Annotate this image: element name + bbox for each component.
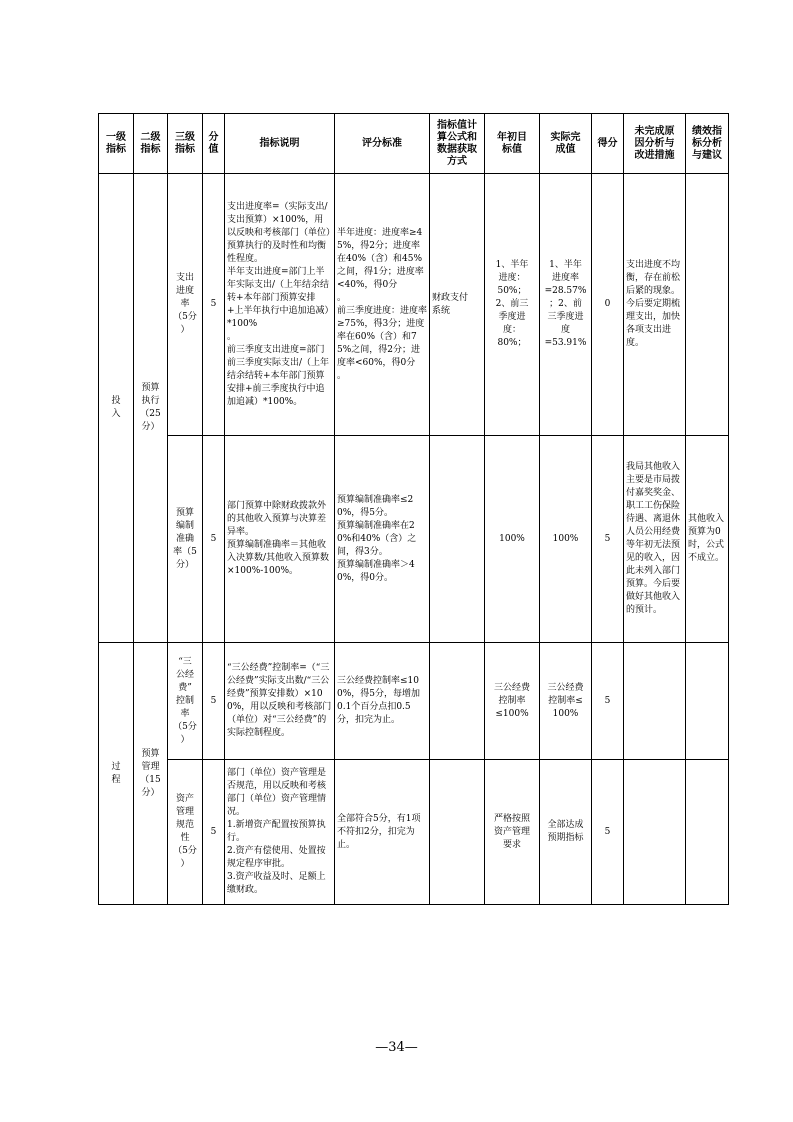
level3-cell: “三 公经 费” 控制 率 （5分 ）	[168, 643, 203, 760]
header-description: 指标说明	[225, 114, 335, 174]
table-row	[99, 643, 729, 760]
criteria-cell: 三公经费控制率≤100%，得5分，每增加0.1个百分点扣0.5分，扣完为止。	[335, 643, 430, 760]
reason-cell: 支出进度不均衡，存在前松后紧的现象。今后要定期梳理支出，加快各项支出进度。	[624, 174, 686, 436]
header-level3: 三级 指标	[168, 114, 203, 174]
header-target: 年初目 标值	[485, 114, 540, 174]
level1-process: 过 程	[99, 643, 134, 905]
score-cell: 5	[592, 436, 624, 643]
target-cell: 严格按照 资产管理 要求	[485, 760, 540, 905]
header-score-value: 分 值	[203, 114, 225, 174]
description-cell: 部门（单位）资产管理是否规范，用以反映和考核部门（单位）资产管理情况。 1.新增资产配置按预算执行。 2.资产有偿使用、处置按规定程序审批。 3.资产收益及时、足额上缴财政。	[225, 760, 335, 905]
header-level2: 二级 指标	[134, 114, 168, 174]
header-formula: 指标值计 算公式和 数据获取 方式	[430, 114, 485, 174]
suggestion-cell	[686, 174, 729, 436]
performance-indicator-table	[98, 113, 729, 905]
header-suggestion: 绩效指 标分析 与建议	[686, 114, 729, 174]
header-reason: 未完成原 因分析与 改进措施	[624, 114, 686, 174]
level3-cell: 支出 进度 率 （5分 ）	[168, 174, 203, 436]
level3-cell: 预算 编制 准确 率（5 分）	[168, 436, 203, 643]
formula-cell: 财政支付 系统	[430, 174, 485, 436]
target-cell: 1、半年 进度： 50%； 2、前三 季度进 度： 80%；	[485, 174, 540, 436]
suggestion-cell: 其他收入预算为0时，公式不成立。	[686, 436, 729, 643]
description-cell: 部门预算中除财政拨款外的其他收入预算与决算差异率。 预算编制准确率＝其他收入决算数/其他收入预算数×100%-100%。	[225, 436, 335, 643]
actual-cell: 全部达成 预期指标	[540, 760, 592, 905]
criteria-cell: 半年进度：进度率≥45%，得2分；进度率在40%（含）和45%之间，得1分；进度率<40%，得0分 。 前三季度进度：进度率≥75%，得3分；进度率在60%（含）和75%之间，得2分；进度率<60%，得0分 。	[335, 174, 430, 436]
actual-cell: 1、半年 进度率 =28.57% ；2、前 三季度进 度 =53.91%	[540, 174, 592, 436]
level2-budget-exec: 预算 执行 （25 分）	[134, 174, 168, 643]
reason-cell	[624, 760, 686, 905]
table-row	[99, 174, 729, 436]
formula-cell	[430, 643, 485, 760]
suggestion-cell	[686, 643, 729, 760]
level3-cell: 资产 管理 规范 性 （5分 ）	[168, 760, 203, 905]
criteria-cell: 全部符合5分，有1项不符扣2分，扣完为止。	[335, 760, 430, 905]
level1-input: 投 入	[99, 174, 134, 643]
score-cell: 5	[592, 643, 624, 760]
score-value-cell: 5	[203, 174, 225, 436]
level2-budget-mgmt: 预算 管理 （15 分）	[134, 643, 168, 905]
score-cell: 0	[592, 174, 624, 436]
table-row	[99, 436, 729, 643]
score-cell: 5	[592, 760, 624, 905]
target-cell: 100%	[485, 436, 540, 643]
formula-cell	[430, 436, 485, 643]
header-row	[99, 114, 729, 174]
table-row	[99, 760, 729, 905]
reason-cell: 我局其他收入主要是市局拨付嘉奖奖金、职工工伤保险待遇、离退休人员公用经费等年初无法预见的收入，因此未列入部门预算。今后要做好其他收入的预计。	[624, 436, 686, 643]
description-cell: “三公经费”控制率=（“三公经费”实际支出数/“三公经费”预算安排数）×100%，用以反映和考核部门（单位）对“三公经费”的实际控制程度。	[225, 643, 335, 760]
criteria-cell: 预算编制准确率≤20%，得5分。 预算编制准确率在20%和40%（含）之间，得3分。 预算编制准确率＞40%，得0分。	[335, 436, 430, 643]
suggestion-cell	[686, 760, 729, 905]
header-criteria: 评分标准	[335, 114, 430, 174]
page-number: —34—	[375, 1040, 418, 1055]
formula-cell	[430, 760, 485, 905]
score-value-cell: 5	[203, 760, 225, 905]
reason-cell	[624, 643, 686, 760]
header-actual: 实际完 成值	[540, 114, 592, 174]
description-cell: 支出进度率=（实际支出/支出预算）×100%，用以反映和考核部门（单位）预算执行的及时性和均衡性程度。 半年支出进度=部门上半年实际支出/（上年结余结转+本年部门预算安排+上半年执行中追加追减）*100% 。 前三季度支出进度=部门前三季度实际支出/（上年结余结转+本年部门预算安排+前三季度执行中追加追减）*100%。	[225, 174, 335, 436]
actual-cell: 三公经费 控制率≤ 100%	[540, 643, 592, 760]
actual-cell: 100%	[540, 436, 592, 643]
target-cell: 三公经费 控制率 ≤100%	[485, 643, 540, 760]
header-level1: 一级 指标	[99, 114, 134, 174]
score-value-cell: 5	[203, 436, 225, 643]
header-score: 得分	[592, 114, 624, 174]
score-value-cell: 5	[203, 643, 225, 760]
